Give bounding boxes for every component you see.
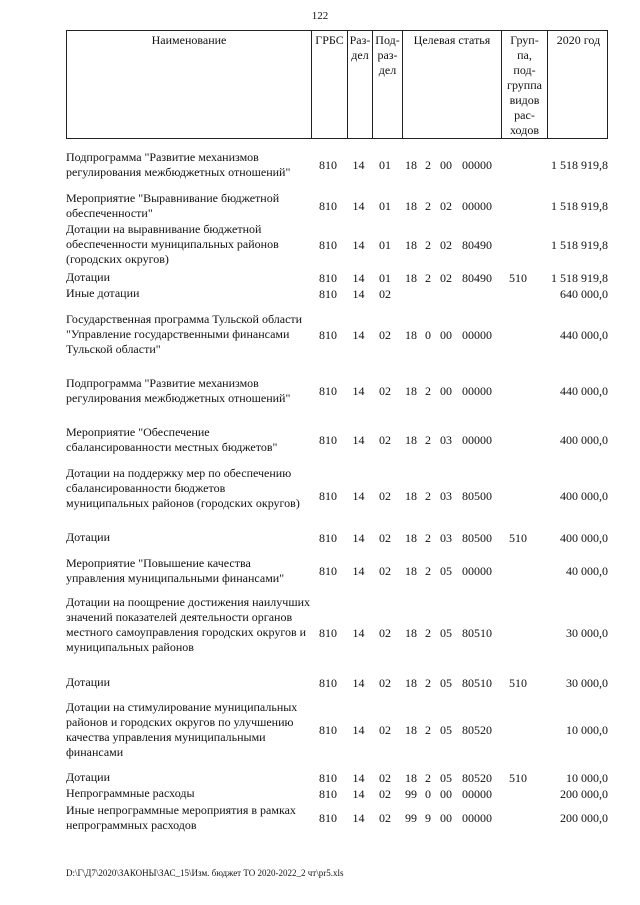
row-podrazdel: 02 bbox=[379, 384, 391, 398]
row-amount: 40 000,0 bbox=[566, 564, 608, 578]
row-grbs: 810 bbox=[319, 158, 337, 172]
row-target-program: 18 bbox=[405, 433, 417, 447]
row-razdel: 14 bbox=[352, 489, 365, 503]
row-target-program: 18 bbox=[405, 384, 417, 398]
row-target-direction: 00000 bbox=[462, 811, 492, 825]
table-row bbox=[0, 786, 640, 801]
row-amount: 400 000,0 bbox=[560, 530, 608, 545]
row-podrazdel: 01 bbox=[379, 199, 391, 213]
row-name: Дотации на выравнивание бюджетной обеспеченности муниципальных районов (городских округов) bbox=[66, 222, 279, 266]
row-razdel: 14 bbox=[352, 270, 365, 285]
row-podrazdel: 02 bbox=[379, 530, 391, 545]
row-target-program: 18 bbox=[405, 158, 417, 172]
row-target-subprogram: 0 bbox=[425, 786, 431, 801]
table-row bbox=[0, 312, 640, 357]
row-target-event: 00 bbox=[440, 158, 452, 172]
row-amount: 30 000,0 bbox=[566, 625, 608, 640]
row-target-direction: 80510 bbox=[462, 675, 492, 690]
row-target-subprogram: 2 bbox=[425, 770, 431, 785]
row-target-program: 18 bbox=[405, 237, 417, 252]
row-podrazdel: 02 bbox=[379, 433, 391, 447]
row-grbs: 810 bbox=[319, 384, 337, 398]
row-grbs: 810 bbox=[319, 327, 337, 342]
table-row bbox=[0, 466, 640, 526]
row-target-direction: 00000 bbox=[462, 786, 492, 801]
row-target-event: 05 bbox=[440, 564, 452, 578]
row-target-program: 18 bbox=[405, 564, 417, 578]
row-target-direction: 80520 bbox=[462, 723, 492, 737]
row-name: Мероприятие "Повышение качества управления муниципальными финансами" bbox=[66, 556, 285, 585]
header-year: 2020 год bbox=[547, 31, 609, 138]
row-name: Дотации на поощрение достижения наилучших значений показателей деятельности органов местного самоуправления городских округов и муниципальных районов bbox=[66, 595, 310, 654]
row-razdel: 14 bbox=[352, 199, 365, 213]
table-row bbox=[0, 675, 640, 690]
row-target-program: 99 bbox=[405, 786, 417, 801]
row-podrazdel: 02 bbox=[379, 811, 391, 825]
row-target-subprogram: 2 bbox=[425, 158, 431, 172]
row-target-event: 05 bbox=[440, 675, 452, 690]
row-target-direction: 80510 bbox=[462, 625, 492, 640]
row-podrazdel: 02 bbox=[379, 286, 391, 301]
row-razdel: 14 bbox=[352, 786, 365, 801]
row-razdel: 14 bbox=[352, 237, 365, 252]
row-target-subprogram: 2 bbox=[425, 237, 431, 252]
row-name: Иные дотации bbox=[66, 286, 140, 300]
table-row bbox=[0, 556, 640, 586]
row-grbs: 810 bbox=[319, 433, 337, 447]
row-grbs: 810 bbox=[319, 786, 337, 801]
row-grbs: 810 bbox=[319, 675, 337, 690]
row-razdel: 14 bbox=[352, 158, 365, 172]
row-name: Дотации на стимулирование муниципальных районов и городских округов по улучшению качества управления муниципальными финансами bbox=[66, 700, 298, 759]
row-grbs: 810 bbox=[319, 564, 337, 578]
row-target-event: 03 bbox=[440, 489, 452, 503]
row-amount: 1 518 919,8 bbox=[551, 199, 608, 213]
row-razdel: 14 bbox=[352, 384, 365, 398]
table-row bbox=[0, 530, 640, 545]
row-target-event: 05 bbox=[440, 723, 452, 737]
row-target-program: 18 bbox=[405, 625, 417, 640]
row-amount: 440 000,0 bbox=[560, 384, 608, 398]
row-grbs: 810 bbox=[319, 237, 337, 252]
row-target-program: 99 bbox=[405, 811, 417, 825]
row-target-direction: 80520 bbox=[462, 770, 492, 785]
row-podrazdel: 02 bbox=[379, 564, 391, 578]
row-podrazdel: 01 bbox=[379, 270, 391, 285]
row-name: Дотации bbox=[66, 770, 111, 784]
row-target-event: 02 bbox=[440, 199, 452, 213]
row-amount: 10 000,0 bbox=[566, 723, 608, 737]
row-podrazdel: 02 bbox=[379, 327, 391, 342]
row-target-event: 02 bbox=[440, 237, 452, 252]
row-target-event: 05 bbox=[440, 625, 452, 640]
row-target-subprogram: 0 bbox=[425, 327, 431, 342]
row-razdel: 14 bbox=[352, 675, 365, 690]
row-name: Подпрограмма "Развитие механизмов регулирования межбюджетных отношений" bbox=[66, 376, 291, 405]
row-grbs: 810 bbox=[319, 199, 337, 213]
row-target-event: 00 bbox=[440, 384, 452, 398]
row-podrazdel: 02 bbox=[379, 675, 391, 690]
table-row bbox=[0, 286, 640, 301]
table-row bbox=[0, 595, 640, 670]
table-row bbox=[0, 700, 640, 760]
page-number: 122 bbox=[311, 10, 329, 22]
row-podrazdel: 02 bbox=[379, 489, 391, 503]
table-row bbox=[0, 803, 640, 833]
row-target-event: 02 bbox=[440, 270, 452, 285]
row-amount: 640 000,0 bbox=[560, 286, 608, 301]
header-target: Целевая статья bbox=[402, 31, 501, 138]
row-podrazdel: 01 bbox=[379, 237, 391, 252]
row-target-subprogram: 2 bbox=[425, 564, 431, 578]
row-name: Государственная программа Тульской области "Управление государственными финансами Тульской области" bbox=[66, 312, 303, 356]
row-target-event: 00 bbox=[440, 786, 452, 801]
row-target-event: 03 bbox=[440, 433, 452, 447]
row-target-subprogram: 2 bbox=[425, 723, 431, 737]
row-grbs: 810 bbox=[319, 286, 337, 301]
row-name: Подпрограмма "Развитие механизмов регулирования межбюджетных отношений" bbox=[66, 150, 291, 179]
row-podrazdel: 01 bbox=[379, 158, 391, 172]
row-name: Мероприятие "Выравнивание бюджетной обеспеченности" bbox=[66, 191, 280, 220]
row-target-direction: 80490 bbox=[462, 237, 492, 252]
row-target-subprogram: 2 bbox=[425, 384, 431, 398]
table-row bbox=[0, 425, 640, 455]
row-podrazdel: 02 bbox=[379, 625, 391, 640]
row-grbs: 810 bbox=[319, 625, 337, 640]
row-name: Дотации bbox=[66, 270, 111, 284]
row-amount: 200 000,0 bbox=[560, 811, 608, 825]
row-target-direction: 80500 bbox=[462, 489, 492, 503]
row-target-program: 18 bbox=[405, 770, 417, 785]
table-row bbox=[0, 191, 640, 221]
table-header bbox=[66, 30, 608, 139]
row-razdel: 14 bbox=[352, 327, 365, 342]
row-target-program: 18 bbox=[405, 489, 417, 503]
row-grbs: 810 bbox=[319, 270, 337, 285]
row-target-event: 05 bbox=[440, 770, 452, 785]
row-target-program: 18 bbox=[405, 723, 417, 737]
row-target-event: 00 bbox=[440, 327, 452, 342]
row-razdel: 14 bbox=[352, 811, 365, 825]
row-podrazdel: 02 bbox=[379, 770, 391, 785]
row-podrazdel: 02 bbox=[379, 723, 391, 737]
row-target-event: 03 bbox=[440, 530, 452, 545]
row-amount: 1 518 919,8 bbox=[551, 237, 608, 252]
row-target-subprogram: 2 bbox=[425, 675, 431, 690]
file-path-footer: D:\Г\Д7\2020\ЗАКОНЫ\ЗАС_15\Изм. бюджет ТО 2020-2022_2 чт\pr5.xls bbox=[66, 868, 344, 878]
row-name: Иные непрограммные мероприятия в рамках непрограммных расходов bbox=[66, 803, 296, 832]
row-expense-type: 510 bbox=[509, 530, 527, 545]
row-target-direction: 80490 bbox=[462, 270, 492, 285]
row-grbs: 810 bbox=[319, 811, 337, 825]
row-target-program: 18 bbox=[405, 530, 417, 545]
header-podrazdel: Под- раз- дел bbox=[372, 31, 402, 138]
row-expense-type: 510 bbox=[509, 270, 527, 285]
row-target-subprogram: 2 bbox=[425, 199, 431, 213]
table-row bbox=[0, 770, 640, 785]
row-amount: 400 000,0 bbox=[560, 489, 608, 503]
row-amount: 400 000,0 bbox=[560, 433, 608, 447]
row-target-direction: 00000 bbox=[462, 158, 492, 172]
row-target-program: 18 bbox=[405, 675, 417, 690]
row-target-subprogram: 2 bbox=[425, 530, 431, 545]
header-name: Наименование bbox=[151, 33, 227, 47]
row-name: Дотации bbox=[66, 530, 111, 544]
row-razdel: 14 bbox=[352, 723, 365, 737]
row-grbs: 810 bbox=[319, 770, 337, 785]
row-razdel: 14 bbox=[352, 433, 365, 447]
row-target-program: 18 bbox=[405, 327, 417, 342]
row-amount: 10 000,0 bbox=[566, 770, 608, 785]
table-row bbox=[0, 376, 640, 406]
row-target-subprogram: 2 bbox=[425, 625, 431, 640]
row-amount: 1 518 919,8 bbox=[551, 158, 608, 172]
row-target-event: 00 bbox=[440, 811, 452, 825]
row-target-subprogram: 9 bbox=[425, 811, 431, 825]
row-target-direction: 80500 bbox=[462, 530, 492, 545]
row-amount: 440 000,0 bbox=[560, 327, 608, 342]
table-row bbox=[0, 270, 640, 285]
table-row bbox=[0, 150, 640, 180]
row-grbs: 810 bbox=[319, 530, 337, 545]
row-razdel: 14 bbox=[352, 286, 365, 301]
row-expense-type: 510 bbox=[509, 675, 527, 690]
row-expense-type: 510 bbox=[509, 770, 527, 785]
row-name: Непрограммные расходы bbox=[66, 786, 195, 800]
row-amount: 1 518 919,8 bbox=[551, 270, 608, 285]
row-target-direction: 00000 bbox=[462, 199, 492, 213]
row-target-subprogram: 2 bbox=[425, 270, 431, 285]
row-target-direction: 00000 bbox=[462, 433, 492, 447]
row-target-subprogram: 2 bbox=[425, 433, 431, 447]
row-name: Мероприятие "Обеспечение сбалансированности местных бюджетов" bbox=[66, 425, 278, 454]
row-target-direction: 00000 bbox=[462, 564, 492, 578]
header-razdel: Раз- дел bbox=[347, 31, 372, 138]
row-target-program: 18 bbox=[405, 199, 417, 213]
row-razdel: 14 bbox=[352, 564, 365, 578]
row-amount: 200 000,0 bbox=[560, 786, 608, 801]
row-target-direction: 00000 bbox=[462, 384, 492, 398]
row-target-subprogram: 2 bbox=[425, 489, 431, 503]
header-grbs: ГРБС bbox=[311, 31, 347, 138]
row-razdel: 14 bbox=[352, 770, 365, 785]
row-target-direction: 00000 bbox=[462, 327, 492, 342]
row-grbs: 810 bbox=[319, 489, 337, 503]
row-grbs: 810 bbox=[319, 723, 337, 737]
row-podrazdel: 02 bbox=[379, 786, 391, 801]
row-target-program: 18 bbox=[405, 270, 417, 285]
row-name: Дотации на поддержку мер по обеспечению сбалансированности бюджетов муниципальных районов (городских округов) bbox=[66, 466, 300, 510]
row-amount: 30 000,0 bbox=[566, 675, 608, 690]
row-name: Дотации bbox=[66, 675, 111, 689]
row-razdel: 14 bbox=[352, 530, 365, 545]
row-razdel: 14 bbox=[352, 625, 365, 640]
header-group: Груп- па, под- группа видов рас- ходов bbox=[501, 31, 547, 138]
table-row bbox=[0, 222, 640, 267]
